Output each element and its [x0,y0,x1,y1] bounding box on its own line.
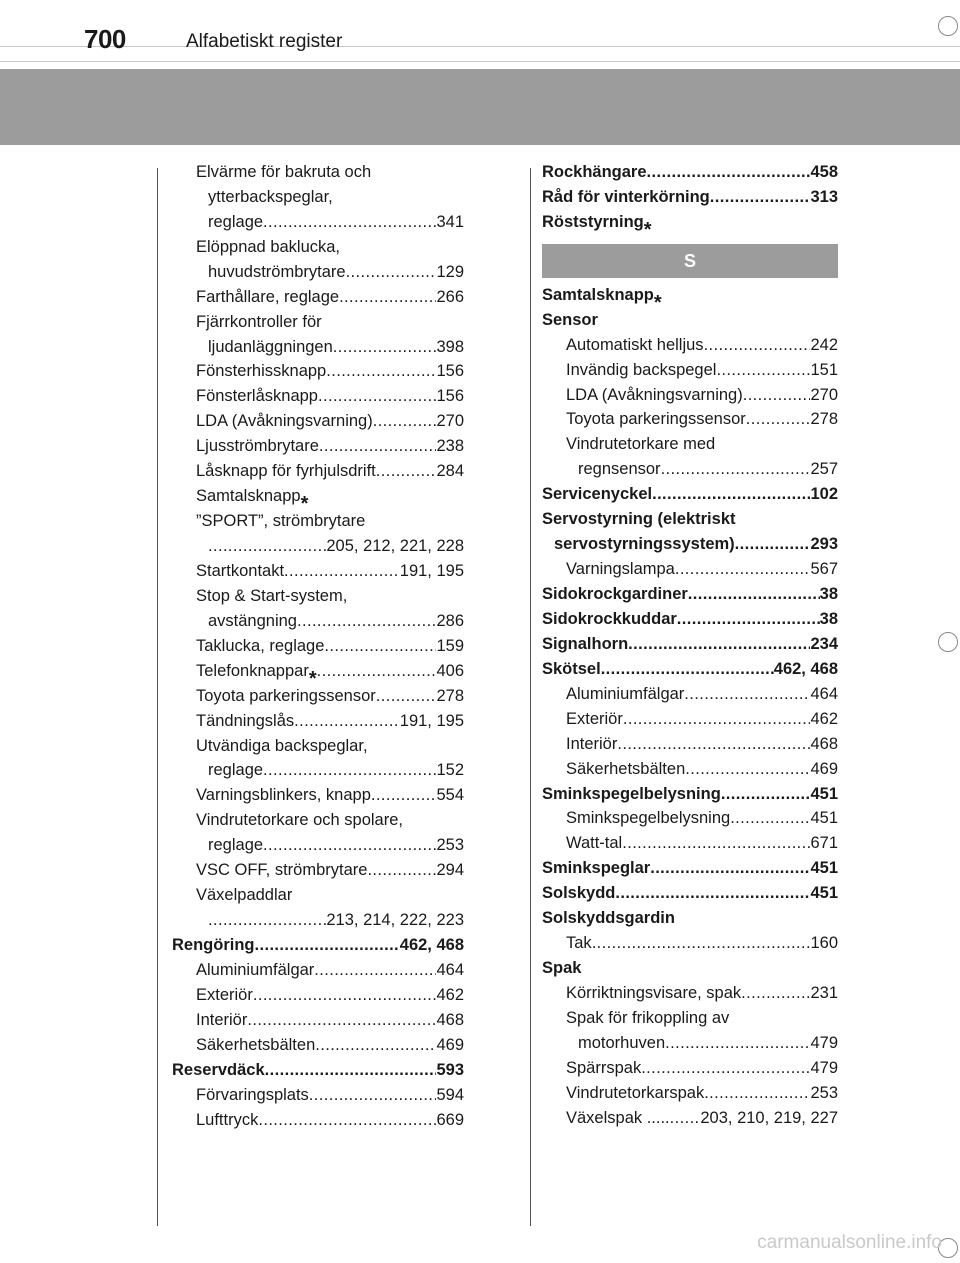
index-entry [542,557,838,582]
index-entry [542,956,838,981]
entry-term: VSC OFF, strömbrytare [196,861,368,880]
entry-page-ref: 462, 468 [399,936,464,955]
entry-term: Röststyrning [542,212,644,231]
entry-page-ref: 253 [436,836,464,855]
index-entry [542,931,838,956]
leader-dots [677,607,820,632]
leader-dots [253,983,437,1008]
entry-term: Automatiskt helljus [566,335,704,354]
index-entry [172,584,464,609]
entry-term: Watt-tal [566,834,623,853]
entry-term: Säkerhetsbälten [566,759,686,778]
entry-page-ref: 266 [436,287,464,306]
leader-dots [735,532,811,557]
entry-term: regnsensor [578,460,661,479]
entry-page-ref: 205, 212, 221, 228 [326,537,464,556]
leader-dots [704,333,811,358]
leader-dots [623,707,811,732]
leader-dots [263,759,436,784]
leader-dots [319,434,437,459]
entry-page-ref: 278 [810,410,838,429]
entry-page-ref: 464 [436,960,464,979]
entry-term: Samtalsknapp [196,487,301,506]
index-entry [172,285,464,310]
index-entry [172,185,464,210]
entry-page-ref: 462 [436,985,464,1004]
section-heading-s: S [542,244,838,278]
entry-page-ref: 451 [810,809,838,828]
entry-term: Aluminiumfälgar [566,684,685,703]
leader-dots [716,358,810,383]
entry-page-ref: 468 [436,1010,464,1029]
entry-term: Startkontakt [196,561,285,580]
entry-page-ref: 593 [436,1060,464,1079]
entry-page-ref: 257 [810,460,838,479]
leader-dots [615,881,810,906]
entry-term: Toyota parkeringssensor [566,410,746,429]
entry-term: huvudströmbrytare [208,262,346,281]
entry-page-ref: 156 [436,387,464,406]
entry-term: Ljusströmbrytare [196,437,319,456]
index-entry [172,235,464,260]
index-entry [542,906,838,931]
entry-term: Sminkspeglar [542,859,651,878]
index-entry [542,881,838,906]
entry-term: Solskydd [542,884,616,903]
index-entry [542,532,838,557]
entry-page-ref: 152 [436,761,464,780]
entry-term: Signalhorn [542,634,629,653]
entry-page-ref: 242 [810,335,838,354]
entry-page-ref: 469 [436,1035,464,1054]
leader-dots [650,856,810,881]
index-entry [542,482,838,507]
entry-page-ref: 567 [810,560,838,579]
leader-dots [376,459,437,484]
entry-term: Skötsel [542,659,601,678]
index-entry [172,983,464,1008]
index-entry [542,333,838,358]
entry-page-ref: 313 [810,187,838,206]
entry-page-ref: 231 [810,984,838,1003]
entry-term: Telefonknappar [196,661,309,680]
index-entry [172,559,464,584]
index-column-right [542,160,838,1131]
entry-term: Tändningslås [196,711,295,730]
asterisk-icon: * [643,218,652,235]
asterisk-icon: * [653,291,662,308]
entry-page-ref: 234 [810,634,838,653]
entry-page-ref: 203, 210, 219, 227 [700,1108,838,1127]
leader-dots [255,933,400,958]
index-entry [542,358,838,383]
index-entry [172,384,464,409]
index-entry [172,734,464,759]
leader-dots [741,981,810,1006]
entry-term: Vindrutetorkare med [566,435,716,454]
index-entry [172,759,464,784]
entry-term: LDA (Avåkningsvarning) [566,385,743,404]
index-entry [542,1106,838,1131]
entry-term: servostyrningssystem) [554,535,735,554]
entry-page-ref: 468 [810,734,838,753]
entry-term: Elvärme för bakruta och [196,162,372,181]
leader-dots [746,408,811,433]
index-entry [542,1081,838,1106]
index-entry [172,310,464,335]
index-entry [172,1083,464,1108]
entry-term: Fönsterlåsknapp [196,387,318,406]
entry-page-ref: 213, 214, 222, 223 [326,911,464,930]
entry-term: Spak [542,959,582,978]
index-entry [172,1108,464,1133]
leader-dots [324,634,436,659]
leader-dots [346,260,437,285]
leader-dots [704,1081,810,1106]
entry-term: Vindrutetorkare och spolare, [196,811,403,830]
leader-dots [617,732,810,757]
entry-term: Varningsblinkers, knapp [196,786,371,805]
index-entry [172,958,464,983]
entry-term: motorhuven [578,1033,666,1052]
entry-term: Spärrspak [566,1058,642,1077]
index-entry [542,383,838,408]
page-number: 700 [84,24,126,54]
entry-term: Exteriör [196,985,253,1004]
leader-dots [670,1106,701,1131]
entry-term: Solskyddsgardin [542,909,675,928]
leader-dots [721,782,811,807]
entry-term: Spak för frikoppling av [566,1008,730,1027]
entry-term: Taklucka, reglage [196,636,325,655]
entry-term: Fjärrkontroller för [196,312,322,331]
leader-dots [371,783,437,808]
entry-term: Samtalsknapp [542,285,654,304]
leader-dots [647,160,811,185]
page-title: Alfabetiskt register [186,31,343,52]
index-entry [542,457,838,482]
entry-term: Lufttryck [196,1110,259,1129]
index-entry [542,308,838,333]
leader-dots [622,831,810,856]
entry-page-ref: 451 [810,784,838,803]
index-entry [172,1008,464,1033]
entry-term: Sidokrockkuddar [542,609,677,628]
entry-page-ref: 238 [436,437,464,456]
leader-dots [208,534,326,559]
entry-page-ref: 479 [810,1058,838,1077]
entry-term: Invändig backspegel [566,360,717,379]
leader-dots [675,557,811,582]
entry-term: Säkerhetsbälten [196,1035,316,1054]
entry-page-ref: 156 [436,362,464,381]
entry-term: Råd för vinterkörning [542,187,710,206]
leader-dots [333,335,437,360]
index-entry [172,634,464,659]
entry-page-ref: 294 [436,861,464,880]
leader-dots [685,757,810,782]
leader-dots [628,632,810,657]
leader-dots [263,833,436,858]
entry-page-ref: 191, 195 [399,711,464,730]
entry-page-ref: 278 [436,686,464,705]
entry-term: Aluminiumfälgar [196,960,315,979]
crop-mark-icon [938,632,958,652]
leader-dots [284,559,400,584]
leader-dots [265,1058,437,1083]
entry-term: ”SPORT”, strömbrytare [196,512,366,531]
column-divider [157,168,158,1226]
index-entry [542,757,838,782]
leader-dots [665,1031,810,1056]
index-entry [172,883,464,908]
index-entry [542,732,838,757]
entry-page-ref: 270 [436,412,464,431]
entry-term: Sensor [542,310,598,329]
entry-term: reglage [208,212,264,231]
entry-term: Sminkspegelbelysning [542,784,721,803]
index-entry [542,682,838,707]
entry-term: Exteriör [566,709,623,728]
entry-term: Interiör [566,734,618,753]
entry-page-ref: 341 [436,212,464,231]
entry-term: reglage [208,761,264,780]
entry-term: Servostyrning (elektriskt [542,510,736,529]
index-entry [172,933,464,958]
index-entry [172,434,464,459]
index-entry [542,856,838,881]
index-entry [542,408,838,433]
entry-page-ref: 469 [810,759,838,778]
entry-term: Servicenyckel [542,485,653,504]
index-entry [172,684,464,709]
entry-term: Rockhängare [542,162,647,181]
leader-dots [314,958,436,983]
index-entry [172,659,464,684]
index-entry [542,185,838,210]
index-entry [542,782,838,807]
leader-dots [684,682,810,707]
registration-mark [0,46,960,47]
leader-dots [688,582,820,607]
entry-page-ref: 284 [436,462,464,481]
index-entry [542,432,838,457]
asterisk-icon: * [300,493,309,510]
entry-page-ref: 151 [810,360,838,379]
leader-dots [309,1083,437,1108]
index-entry [172,210,464,235]
entry-term: Fönsterhissknapp [196,362,327,381]
index-entry [542,657,838,682]
entry-page-ref: 594 [436,1085,464,1104]
entry-term: Låsknapp för fyrhjulsdrift [196,462,376,481]
entry-page-ref: 462, 468 [773,659,838,678]
leader-dots [376,684,437,709]
leader-dots [294,709,400,734]
leader-dots [641,1056,810,1081]
entry-page-ref: 451 [810,859,838,878]
leader-dots [592,931,811,956]
entry-page-ref: 286 [436,611,464,630]
entry-page-ref: 270 [810,385,838,404]
entry-page-ref: 671 [810,834,838,853]
leader-dots [743,383,811,408]
leader-dots [601,657,774,682]
entry-term: Sminkspegelbelysning [566,809,731,828]
entry-page-ref: 38 [819,585,838,604]
entry-page-ref: 159 [436,636,464,655]
leader-dots [297,609,436,634]
leader-dots [315,1033,436,1058]
leader-dots [367,858,436,883]
entry-page-ref: 191, 195 [399,561,464,580]
index-entry [542,707,838,732]
entry-page-ref: 129 [436,262,464,281]
entry-term: Interiör [196,1010,248,1029]
index-entry [172,858,464,883]
index-entry [172,609,464,634]
index-entry [172,509,464,534]
entry-page-ref: 458 [810,162,838,181]
registration-mark [0,61,960,62]
leader-dots [247,1008,436,1033]
index-entry [542,160,838,185]
index-entry [542,607,838,632]
entry-page-ref: 160 [810,934,838,953]
index-entry [172,808,464,833]
entry-term: Sidokrockgardiner [542,585,688,604]
entry-term: ytterbackspeglar, [208,187,333,206]
column-divider [530,168,531,1226]
index-entry [172,709,464,734]
entry-page-ref: 479 [810,1033,838,1052]
leader-dots [317,659,437,684]
index-entry [172,160,464,185]
entry-term: Farthållare, reglage [196,287,340,306]
index-entry [542,1006,838,1031]
leader-dots [710,185,811,210]
entry-term: avstängning [208,611,297,630]
index-entry [172,1058,464,1083]
index-entry [172,783,464,808]
entry-page-ref: 464 [810,684,838,703]
index-entry [542,210,838,235]
crop-mark-icon [938,16,958,36]
entry-term: Toyota parkeringssensor [196,686,376,705]
entry-term: Växelspak ..... [566,1108,670,1127]
index-entry [542,831,838,856]
entry-page-ref: 406 [436,661,464,680]
entry-term: Körriktningsvisare, spak [566,984,742,1003]
index-column-left [172,160,464,1133]
index-entry [172,484,464,509]
index-entry [542,582,838,607]
entry-page-ref: 451 [810,884,838,903]
entry-page-ref: 398 [436,337,464,356]
entry-page-ref: 554 [436,786,464,805]
leader-dots [258,1108,436,1133]
index-entry [172,335,464,360]
entry-term: Vindrutetorkarspak [566,1083,705,1102]
index-entry [542,632,838,657]
entry-page-ref: 462 [810,709,838,728]
entry-term: Förvaringsplats [196,1085,309,1104]
entry-page-ref: 669 [436,1110,464,1129]
entry-term: Rengöring [172,936,255,955]
leader-dots [208,908,326,933]
entry-term: LDA (Avåkningsvarning) [196,412,373,431]
asterisk-icon: * [308,667,317,684]
leader-dots [318,384,436,409]
index-entry [172,534,464,559]
leader-dots [661,457,811,482]
entry-page-ref: 253 [810,1083,838,1102]
entry-term: Reservdäck [172,1060,265,1079]
index-entry [172,833,464,858]
leader-dots [373,409,437,434]
header-band [0,69,960,145]
index-entry [172,459,464,484]
leader-dots [652,482,810,507]
index-entry [542,283,838,308]
index-entry [172,360,464,385]
leader-dots [730,807,810,832]
index-entry [542,981,838,1006]
index-entry [542,807,838,832]
entry-term: reglage [208,836,264,855]
entry-page-ref: 38 [819,609,838,628]
index-entry [172,409,464,434]
entry-page-ref: 102 [810,485,838,504]
index-entry [172,1033,464,1058]
index-entry [172,260,464,285]
leader-dots [326,360,436,385]
entry-term: Utvändiga backspeglar, [196,736,368,755]
leader-dots [339,285,436,310]
entry-page-ref: 293 [810,535,838,554]
entry-term: Elöppnad baklucka, [196,237,341,256]
index-entry [172,908,464,933]
entry-term: Växelpaddlar [196,886,293,905]
leader-dots [263,210,436,235]
index-entry [542,1031,838,1056]
watermark: carmanualsonline.info [757,1232,942,1253]
index-entry [542,1056,838,1081]
entry-term: ljudanläggningen [208,337,333,356]
entry-term: Tak [566,934,592,953]
entry-term: Varningslampa [566,560,675,579]
entry-term: Stop & Start-system, [196,586,348,605]
index-entry [542,507,838,532]
